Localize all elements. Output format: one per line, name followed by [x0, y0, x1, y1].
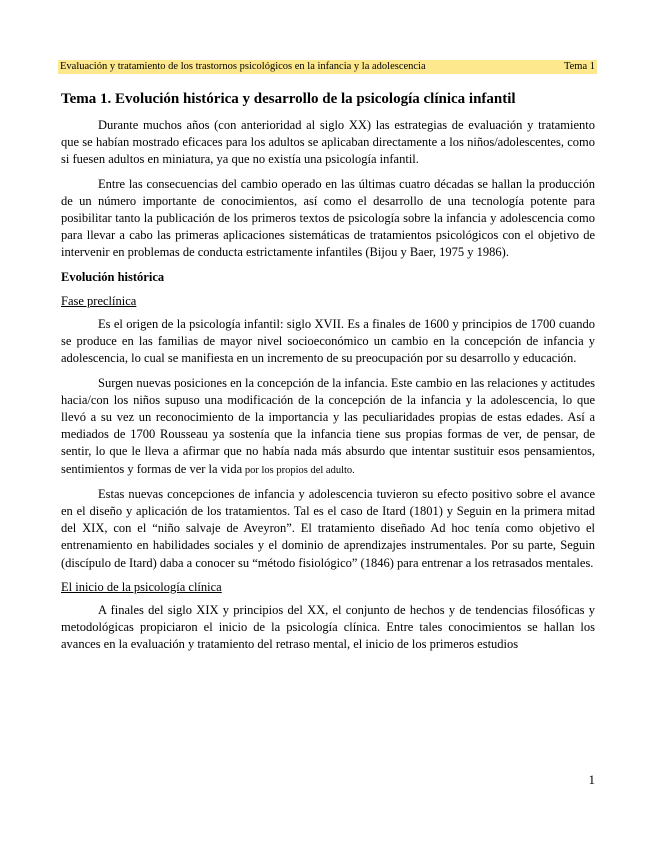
subsection-heading-fase-preclinica: Fase preclínica	[61, 293, 137, 308]
paragraph-new-conceptions: Estas nuevas concepciones de infancia y adolescencia tuvieron su efecto positivo sobre el avance en el diseño y aplicación de los tratamientos. Tal es el caso de Itard (1801) y Seguin en la primera mitad del XIX, con el “niño salvaje de Aveyron”. El tratamiento diseñado Ad hoc tenía como objetivo el entrenamiento en habilidades sociales y el dominio de aprendizajes instrumentales. Por su parte, Seguin (discípulo de Itard) daba a conocer su “método fisiológico” (1846) para entrenar a los retrasados mentales.	[61, 486, 595, 570]
paragraph-origin: Es el origen de la psicología infantil: siglo XVII. Es a finales de 1600 y principios de 1700 cuando se produce en las familias de mayor nivel socioeconómico un cambio en la concepción de infancia y adolescencia, lo cual se manifiesta en un incremento de su preocupación por su desarrollo y educación.	[61, 317, 595, 366]
header-course-title: Evaluación y tratamiento de los trastornos psicológicos en la infancia y la adolescencia	[60, 61, 426, 72]
subsection-heading-inicio-psicologia-clinica: El inicio de la psicología clínica	[61, 579, 222, 594]
paragraph-intro: Durante muchos años (con anterioridad al siglo XX) las estrategias de evaluación y tratamiento que se habían mostrado eficaces para los adultos se aplicaban directamente a los niños/adolescentes, como si fuesen adultos en miniatura, ya que no existía una psicología infantil.	[61, 118, 595, 167]
section-heading-evolucion: Evolución histórica	[61, 269, 165, 284]
page-number: 1	[588, 772, 595, 787]
header-topic-label: Tema 1	[563, 61, 595, 72]
running-header	[58, 60, 597, 74]
paragraph-new-positions-text: Surgen nuevas posiciones en la concepción de la infancia. Este cambio en las relaciones y actitudes hacia/con los niños supuso una modificación de la concepción de la infancia y la adolescencia, lo que llevó a su vez un reconocimiento de la importancia y las peculiaridades propias de estas edades. Así a mediados de 1700 Rousseau ya sostenía que la infancia tiene sus propias formas de ver, de pensar, de sentir, lo que le lleva a afirmar que no había nada más absurdo que intentar sustituir esos pensamientos, sentimientos y formas de ver la vida	[61, 375, 595, 476]
paragraph-new-positions	[61, 375, 595, 479]
document-body	[61, 89, 595, 661]
paragraph-clinical-start: A finales del siglo XIX y principios del XX, el conjunto de hechos y de tendencias filosóficas y metodológicas propiciaron el inicio de la psicología clínica. Entre tales conocimientos se hallan los avances en la evaluación y tratamiento del retraso mental, el inicio de los primeros estudios	[61, 603, 595, 652]
page-title: Tema 1. Evolución histórica y desarrollo de la psicología clínica infantil	[61, 91, 516, 107]
paragraph-new-positions-tail: por los propios del adulto.	[242, 464, 355, 476]
paragraph-consequences: Entre las consecuencias del cambio operado en las últimas cuatro décadas se hallan la producción de un número importante de conocimientos, así como el desarrollo de una tecnología potente para posibilitar tanto la publicación de los primeros textos de psicología sobre la infancia y adolescencia como para llevar a cabo las primeras aplicaciones sistemáticas de tratamientos psicológicos con el objetivo de intervenir en problemas de conducta estrictamente infantiles (Bijou y Baer, 1975 y 1986).	[61, 176, 595, 260]
